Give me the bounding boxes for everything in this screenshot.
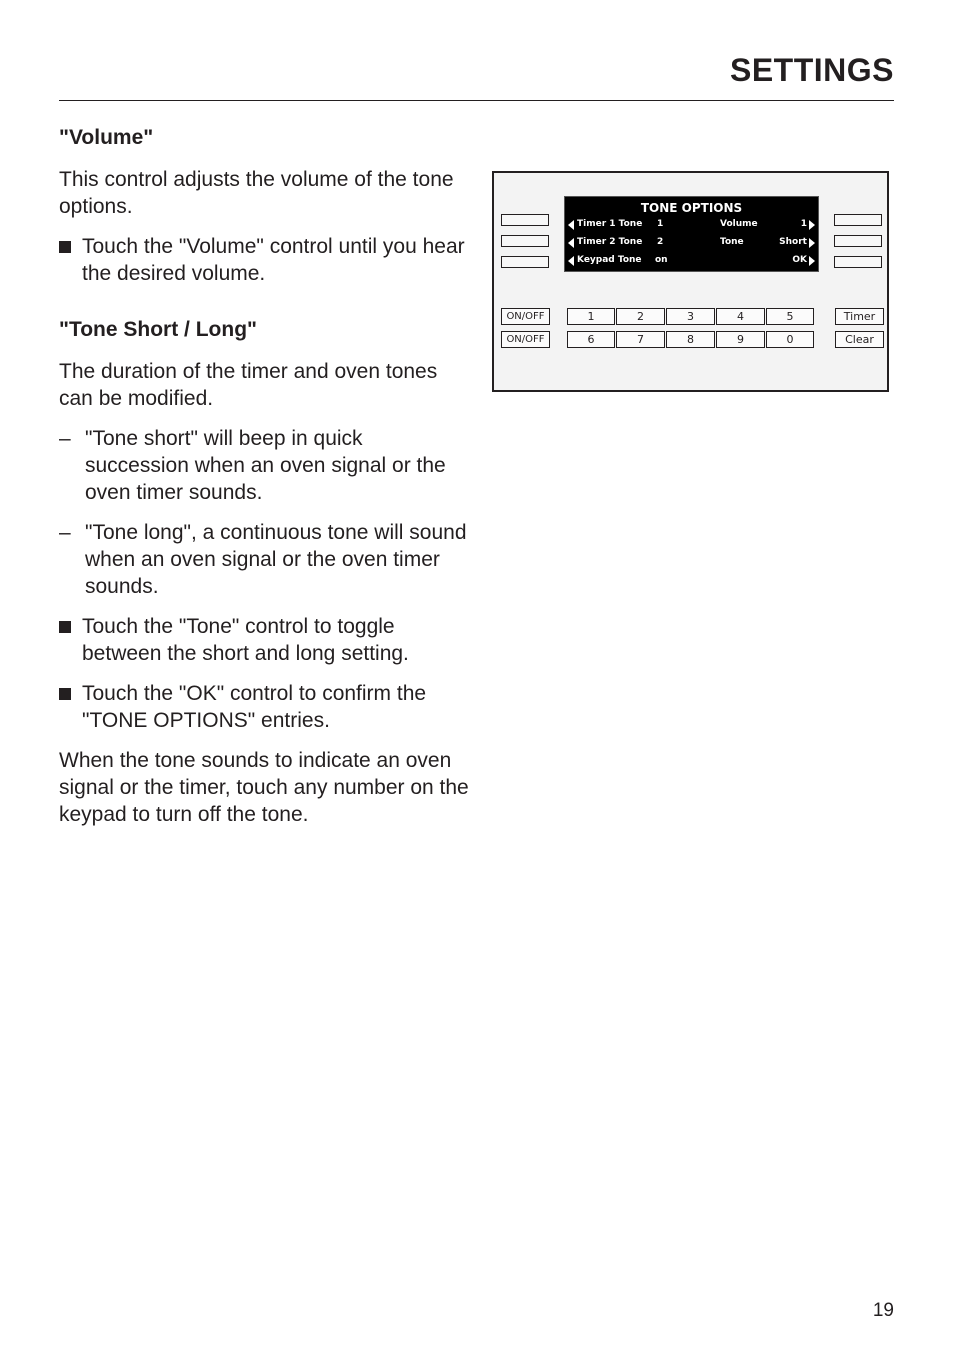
screen-row-label: Timer 2 Tone (577, 237, 643, 247)
keypad-key-9[interactable]: 9 (716, 331, 765, 348)
arrow-left-icon (568, 238, 574, 248)
volume-step (59, 233, 469, 287)
tone-heading: "Tone Short / Long" (59, 318, 257, 341)
left-soft-button-2[interactable] (501, 235, 549, 247)
screen-row[interactable] (565, 218, 818, 232)
text-column (59, 124, 469, 841)
volume-intro: This control adjusts the volume of the tone options. (59, 168, 454, 218)
screen-row-value: 1 (657, 219, 664, 229)
on-off-button-bottom[interactable]: ON/OFF (501, 331, 550, 348)
timer-button[interactable]: Timer (835, 308, 884, 325)
tone-step (59, 680, 469, 734)
page-title: SETTINGS (729, 52, 894, 88)
clear-button[interactable]: Clear (835, 331, 884, 348)
tone-dash-text: "Tone short" will beep in quick succession when an oven signal or the oven timer sounds. (85, 427, 446, 504)
screen-row-right-value: OK (792, 255, 807, 265)
tone-step-text: Touch the "OK" control to confirm the "TONE OPTIONS" entries. (82, 682, 427, 732)
keypad-key-7[interactable]: 7 (616, 331, 665, 348)
screen-row-value: on (655, 255, 668, 265)
screen-row-label: Keypad Tone (577, 255, 642, 265)
screen-row-right-label: Volume (720, 219, 758, 229)
page-number: 19 (872, 1300, 894, 1321)
tone-dash-item (59, 519, 469, 600)
left-soft-button-3[interactable] (501, 256, 549, 268)
arrow-right-icon (809, 220, 815, 230)
right-soft-button-3[interactable] (834, 256, 882, 268)
arrow-right-icon (809, 256, 815, 266)
keypad-key-8[interactable]: 8 (666, 331, 715, 348)
tone-intro: The duration of the timer and oven tones can be modified. (59, 360, 438, 410)
keypad-key-3[interactable]: 3 (666, 308, 715, 325)
keypad-key-5[interactable]: 5 (766, 308, 814, 325)
screen-row-label: Timer 1 Tone (577, 219, 643, 229)
bullet-square-icon (59, 688, 71, 700)
volume-step-text: Touch the "Volume" control until you hear the desired volume. (82, 235, 465, 285)
dash-symbol: – (59, 521, 71, 544)
on-off-button-top[interactable]: ON/OFF (501, 308, 550, 325)
display-screen (564, 196, 819, 272)
tone-step-text: Touch the "Tone" control to toggle between the short and long setting. (82, 615, 409, 665)
bullet-square-icon (59, 241, 71, 253)
arrow-right-icon (809, 238, 815, 248)
keypad-key-2[interactable]: 2 (616, 308, 665, 325)
screen-row-value: 2 (657, 237, 664, 247)
bullet-square-icon (59, 621, 71, 633)
header-divider (59, 100, 894, 101)
screen-row[interactable] (565, 254, 818, 268)
left-soft-button-1[interactable] (501, 214, 549, 226)
keypad-key-1[interactable]: 1 (567, 308, 615, 325)
keypad-key-0[interactable]: 0 (766, 331, 814, 348)
screen-title: TONE OPTIONS (640, 201, 743, 215)
right-soft-button-2[interactable] (834, 235, 882, 247)
right-soft-button-1[interactable] (834, 214, 882, 226)
tone-closing: When the tone sounds to indicate an oven signal or the timer, touch any number on the keypad to turn off the tone. (59, 749, 469, 826)
arrow-left-icon (568, 256, 574, 266)
screen-row-right-label: Tone (720, 237, 744, 247)
screen-row-right-value: Short (779, 237, 807, 247)
oven-control-panel (492, 171, 889, 392)
arrow-left-icon (568, 220, 574, 230)
tone-dash-item (59, 425, 469, 506)
screen-row-right-value: 1 (800, 219, 807, 229)
keypad-key-4[interactable]: 4 (716, 308, 765, 325)
dash-symbol: – (59, 427, 71, 450)
tone-step (59, 613, 469, 667)
screen-row[interactable] (565, 236, 818, 250)
volume-heading: "Volume" (59, 126, 154, 149)
tone-dash-text: "Tone long", a continuous tone will sound when an oven signal or the oven timer sounds. (85, 521, 467, 598)
keypad-key-6[interactable]: 6 (567, 331, 615, 348)
